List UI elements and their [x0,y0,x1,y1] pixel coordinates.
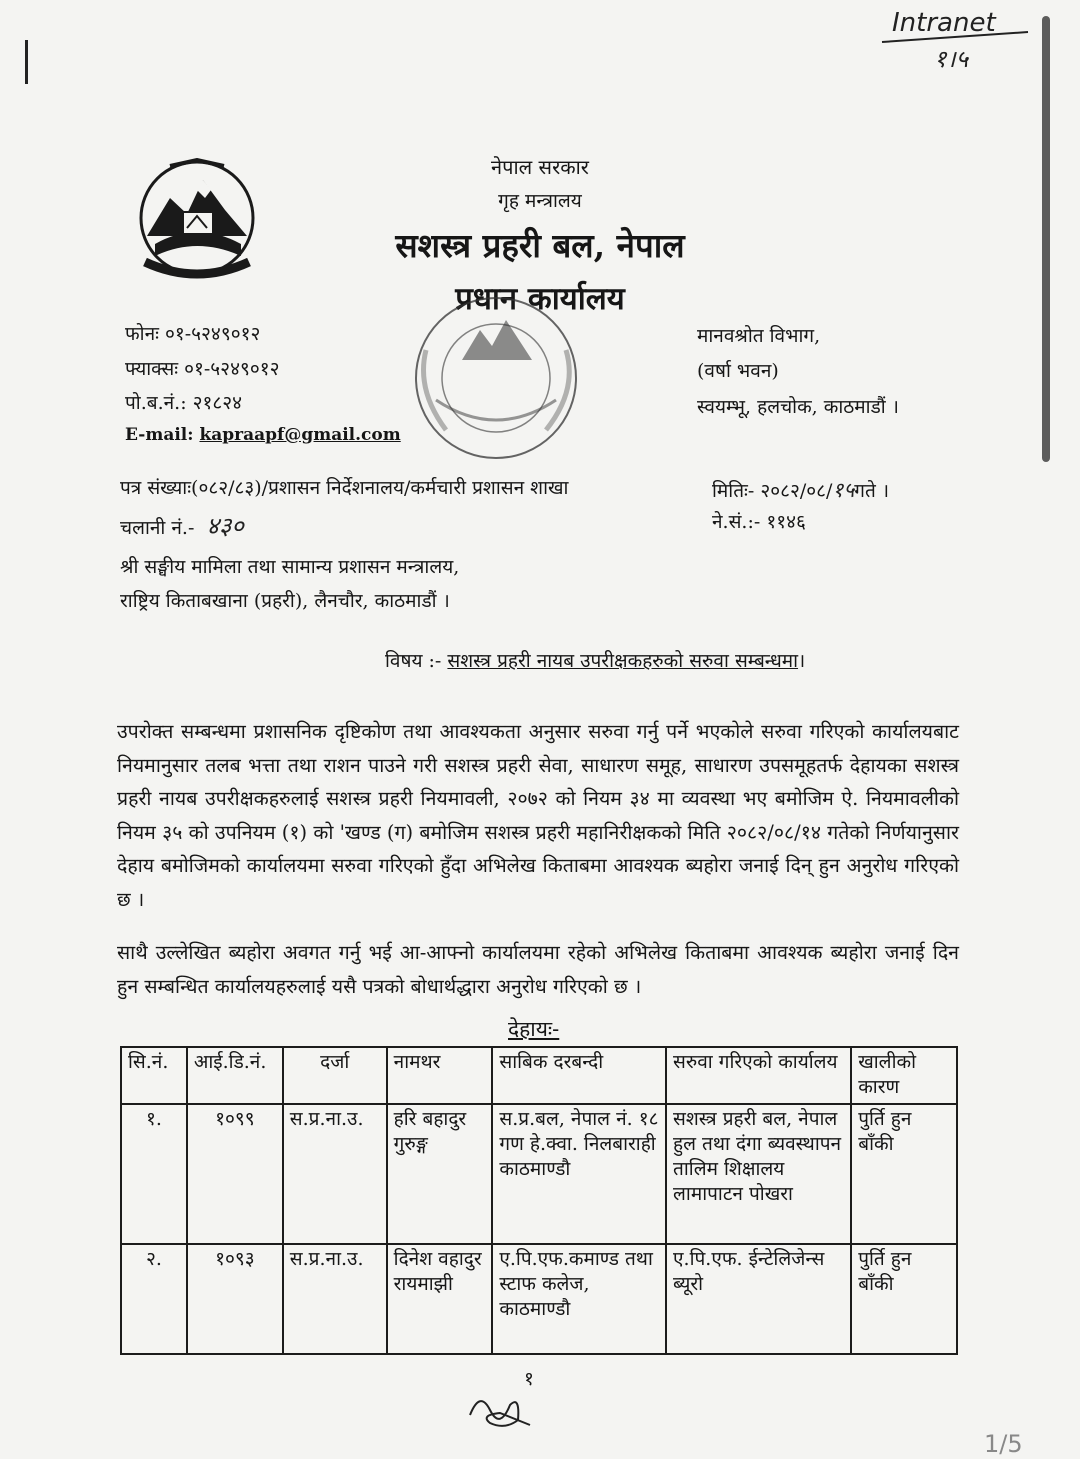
recipient-line1: श्री सङ्घीय मामिला तथा सामान्य प्रशासन मन्त्रालय, [120,556,460,578]
date-label: मितिः- २०८२/०८/ [712,480,833,502]
header-name: नामथर [387,1047,493,1104]
scrollbar[interactable] [1042,16,1050,462]
letterhead-ministry: गृह मन्त्रालय [498,190,582,212]
nepal-emblem-logo [125,158,270,292]
handwritten-note-line2: १।५ [934,45,969,73]
cell-id: १०९३ [187,1244,283,1354]
department-building: (वर्षा भवन) [697,360,779,382]
cell-previous-post: स.प्र.बल, नेपाल नं. १८ गण हे.क्वा. निलबाराही काठमाण्डौ [492,1104,666,1244]
dispatch-label: चलानी नं.- [120,517,195,539]
table-row [121,1244,957,1354]
contact-fax: फ्याक्सः ०१-५२४९०१२ [125,358,280,380]
table-row [121,1104,957,1244]
header-id: आई.डि.नं. [187,1047,283,1104]
subject-label: विषय :- [385,650,442,672]
posting-table [120,1046,958,1355]
date-row [712,477,889,504]
cell-transfer-office: ए.पि.एफ. ईन्टेलिजेन्स ब्यूरो [666,1244,851,1354]
letterhead-government: नेपाल सरकार [491,155,589,179]
subject-end: । [798,650,806,672]
email-link[interactable]: kapraapf@gmail.com [199,425,401,445]
cell-vacancy-reason: पुर्ति हुन बाँकी [851,1104,957,1244]
date-day: १५ [832,478,855,502]
letterhead-office: प्रधान कार्यालय [455,281,625,317]
annex-title: देहायः- [508,1017,560,1041]
department-address: स्वयम्भू, हलचोक, काठमाडौं । [697,396,899,418]
date-suffix: गते । [854,480,890,502]
cell-transfer-office: सशस्त्र प्रहरी बल, नेपाल हुल तथा दंगा ब्यवस्थापन तालिम शिक्षालय लामापाटन पोखरा [666,1104,851,1244]
page-indicator: 1/5 [984,1430,1023,1458]
cell-serial: १. [121,1104,187,1244]
department-name: मानवश्रोत विभाग, [697,325,821,347]
table-header-row [121,1047,957,1104]
signature [460,1385,540,1439]
body-paragraph-1: उपरोक्त सम्बन्धमा प्रशासनिक दृष्टिकोण तथा आवश्यकता अनुसार सरुवा गर्नु पर्ने भएकोले सरुवा गरिएको कार्यालयबाट नियमानुसार तलब भत्ता तथा राशन पाउने गरी सशस्त्र प्रहरी सेवा, साधारण समूह, साधारण उपसमूहतर्फ देहायका सशस्त्र प्रहरी नायब उपरीक्षकहरुलाई सशस्त्र प्रहरी नियमावली, २०७२ को नियम ३४ मा व्यवस्था भए बमोजिम ऐ. नियमावलीको नियम ३५ को उपनियम (१) को 'खण्ड (ग) बमोजिम सशस्त्र प्रहरी महानिरीक्षकको मिति २०८२/०८/१४ गतेको निर्णयानुसार देहाय बमोजिमको कार्यालयमा सरुवा गरिएको हुँदा अभिलेख किताबमा आवश्यक ब्यहोरा जनाई दिन् हुन अनुरोध गरिएको छ । [117,720,959,911]
contact-email-row [125,425,401,445]
cell-rank: स.प्र.ना.उ. [283,1104,387,1244]
cell-vacancy-reason: पुर्ति हुन बाँकी [851,1244,957,1354]
cell-previous-post: ए.पि.एफ.कमाण्ड तथा स्टाफ कलेज, काठमाण्डौ [492,1244,666,1354]
cell-rank: स.प्र.ना.उ. [283,1244,387,1354]
office-stamp [396,290,596,474]
dispatch-number: ४३० [206,512,244,540]
cell-id: १०९९ [187,1104,283,1244]
subject-text: सशस्त्र प्रहरी नायब उपरीक्षकहरुको सरुवा सम्बन्धमा [447,650,799,672]
body-paragraph-2: साथै उल्लेखित ब्यहोरा अवगत गर्नु भई आ-आफ्नो कार्यालयमा रहेको अभिलेख किताबमा आवश्यक ब्यहोरा जनाई दिन हुन सम्बन्धित कार्यालयहरुलाई यसै पत्रको बोधार्थद्धारा अनुरोध गरिएको छ । [117,941,959,998]
header-previous-post: साबिक दरबन्दी [492,1047,666,1104]
header-rank: दर्जा [283,1047,387,1104]
subject-line [385,650,805,674]
cell-serial: २. [121,1244,187,1354]
letter-number: पत्र संख्याः(०८२/८३)/प्रशासन निर्देशनालय/कर्मचारी प्रशासन शाखा [120,477,569,499]
nepal-sambat: ने.सं.:- ११४६ [712,511,806,533]
contact-phone: फोनः ०१-५२४९०१२ [125,323,261,345]
contact-po-box: पो.ब.नं.: २१८२४ [125,392,243,414]
header-transfer-office: सरुवा गरिएको कार्यालय [666,1047,851,1104]
letterhead-organization: सशस्त्र प्रहरी बल, नेपाल [395,226,685,265]
cell-name: दिनेश वहादुर रायमाझी [387,1244,493,1354]
header-vacancy-reason: खालीको कारण [851,1047,957,1104]
email-label: E-mail: [125,425,194,445]
header-serial: सि.नं. [121,1047,187,1104]
cell-name: हरि बहादुर गुरुङ्ग [387,1104,493,1244]
handwritten-note-line1: Intranet [892,8,996,38]
pen-mark [25,40,28,84]
dispatch-row [120,511,244,541]
handwritten-note [878,4,1038,74]
page-number: १ [524,1368,534,1390]
recipient-line2: राष्ट्रिय किताबखाना (प्रहरी), लैनचौर, काठमाडौं । [120,590,450,612]
